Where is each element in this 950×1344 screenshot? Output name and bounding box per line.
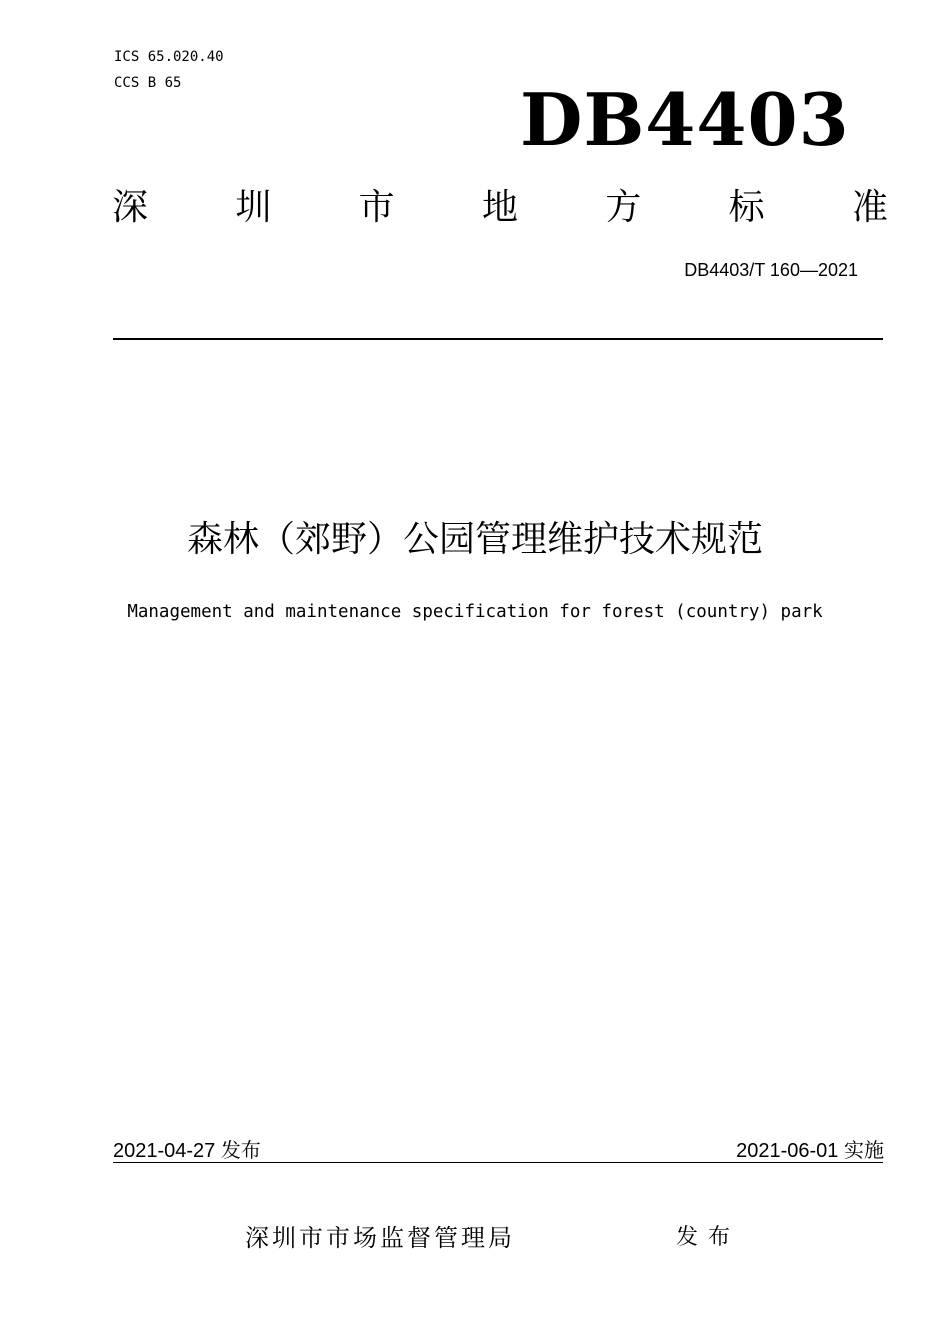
ics-code: ICS 65.020.40 (114, 49, 224, 65)
footer-divider (113, 1162, 883, 1163)
category-char: 市 (358, 187, 395, 228)
issue-label: 发布 (676, 1225, 741, 1250)
category-char: 方 (605, 187, 642, 228)
document-title-chinese: 森林（郊野）公园管理维护技术规范 (186, 519, 763, 560)
document-title-english: Management and maintenance specification for forest (country) park (127, 602, 823, 622)
publish-date: 2021-04-27 发布 (113, 1140, 261, 1162)
standard-number: DB4403/T 160—2021 (684, 260, 858, 280)
issuing-authority: 深圳市市场监督管理局 (245, 1224, 515, 1252)
header-divider (113, 338, 883, 340)
category-char: 深 (112, 187, 149, 228)
db-standard-mark: DB4403 (520, 77, 850, 162)
category-char: 地 (481, 187, 518, 228)
category-char: 圳 (235, 187, 272, 228)
ccs-code: CCS B 65 (114, 75, 182, 91)
standard-category (112, 185, 888, 231)
category-char: 准 (851, 187, 888, 228)
implement-date: 2021-06-01 实施 (736, 1140, 884, 1162)
category-char: 标 (728, 187, 765, 228)
